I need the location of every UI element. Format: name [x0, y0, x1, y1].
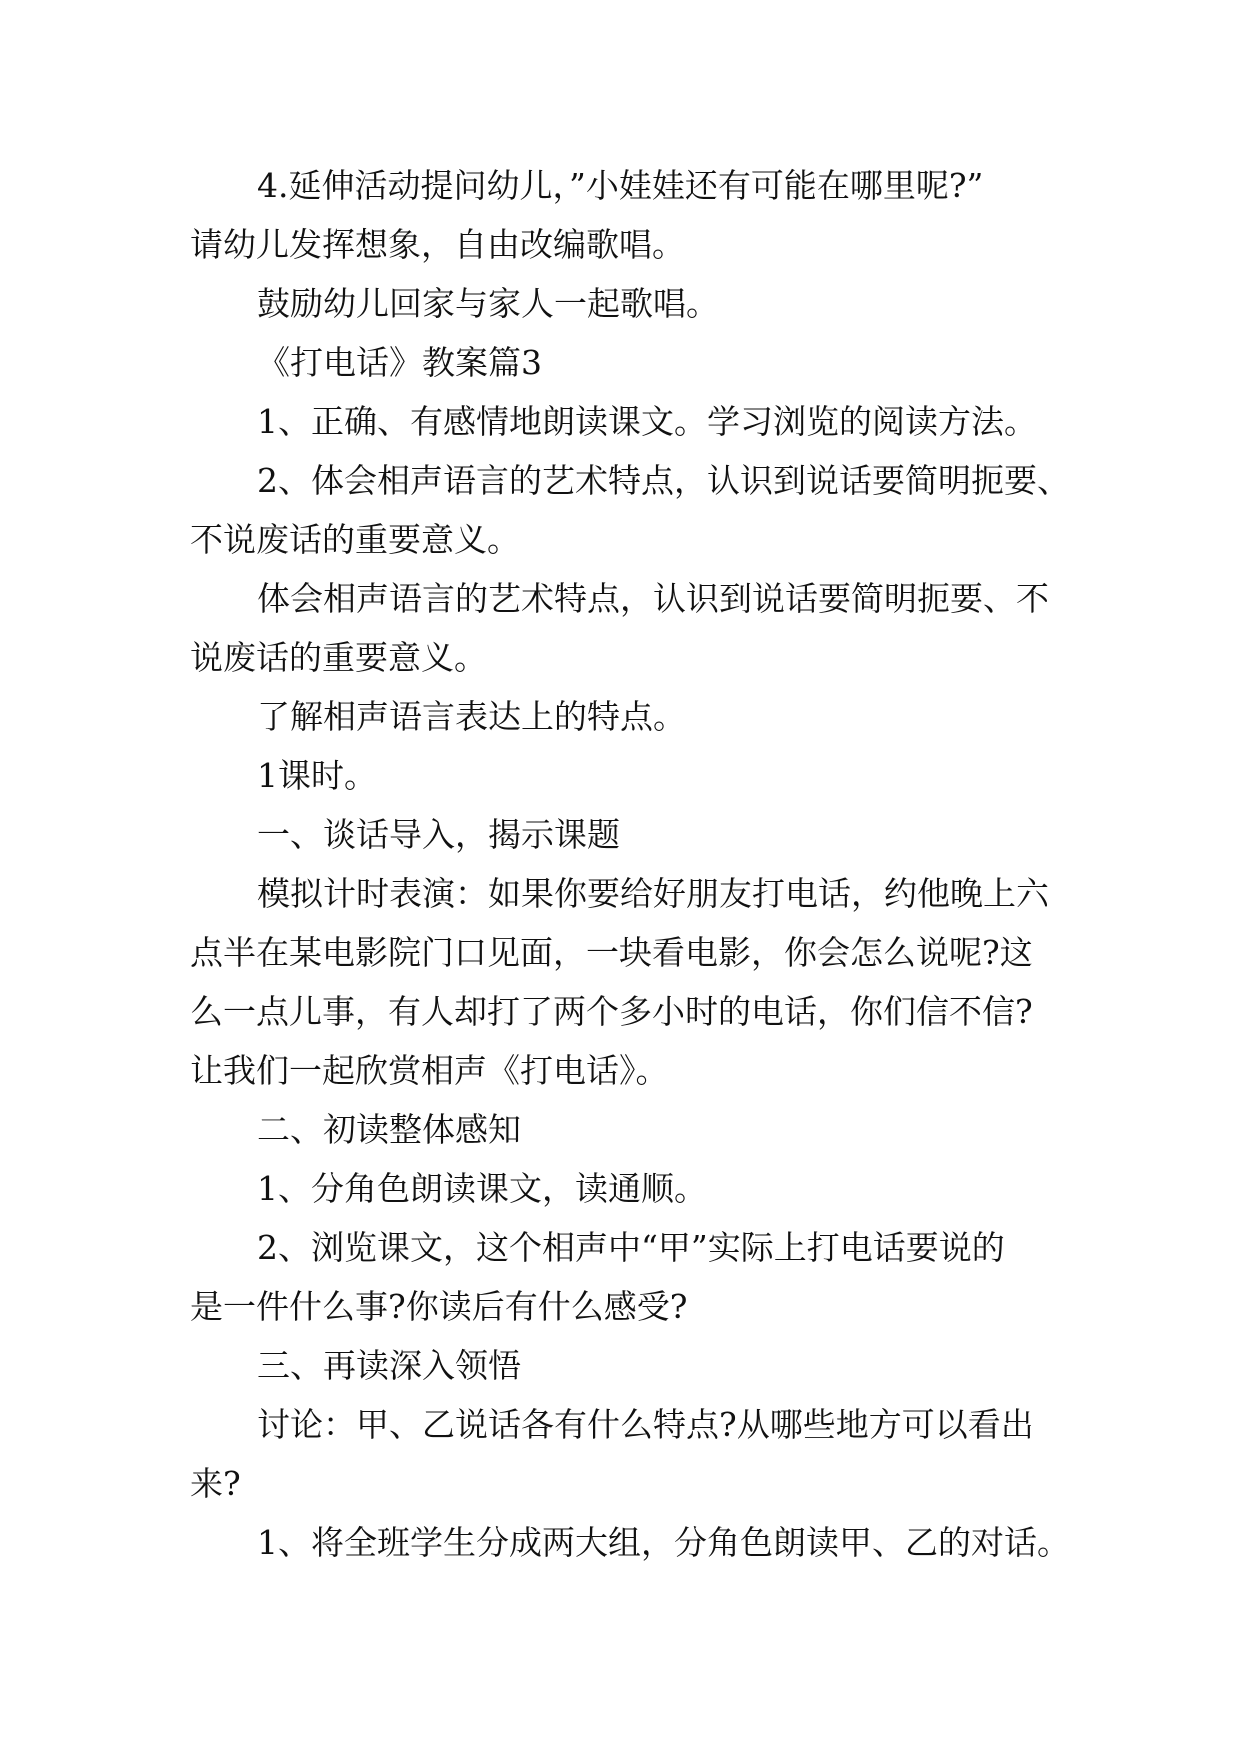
paragraph-line: 1、分角色朗读课文，读通顺。 — [257, 1169, 707, 1208]
section-heading: 一、谈话导入，揭示课题 — [257, 815, 620, 854]
paragraph-line: 是一件什么事?你读后有什么感受? — [190, 1287, 688, 1326]
paragraph-line: 讨论：甲、乙说话各有什么特点?从哪些地方可以看出 — [257, 1405, 1034, 1444]
paragraph-line: 么一点儿事，有人却打了两个多小时的电话，你们信不信? — [190, 992, 1033, 1031]
section-heading: 二、初读整体感知 — [257, 1110, 521, 1149]
paragraph-line: 体会相声语言的艺术特点，认识到说话要简明扼要、不 — [257, 579, 1049, 618]
paragraph-line: 1课时。 — [257, 756, 377, 795]
paragraph-line: 让我们一起欣赏相声《打电话》。 — [190, 1051, 669, 1090]
paragraph-line: 1、将全班学生分成两大组，分角色朗读甲、乙的对话。 — [257, 1523, 1070, 1562]
paragraph-line: 不说废话的重要意义。 — [190, 520, 520, 559]
section-heading: 《打电话》教案篇3 — [257, 343, 542, 382]
paragraph-line: 2、浏览课文，这个相声中“甲”实际上打电话要说的 — [257, 1228, 1005, 1267]
paragraph-line: 说废话的重要意义。 — [190, 638, 487, 677]
paragraph-line: 4.延伸活动提问幼儿，”小娃娃还有可能在哪里呢?” — [257, 166, 984, 205]
paragraph-line: 请幼儿发挥想象，自由改编歌唱。 — [190, 225, 685, 264]
paragraph-line: 鼓励幼儿回家与家人一起歌唱。 — [257, 284, 719, 323]
paragraph-line: 了解相声语言表达上的特点。 — [257, 697, 686, 736]
paragraph-line: 来? — [190, 1464, 241, 1503]
paragraph-line: 点半在某电影院门口见面，一块看电影，你会怎么说呢?这 — [190, 933, 1033, 972]
paragraph-line: 2、体会相声语言的艺术特点，认识到说话要简明扼要、 — [257, 461, 1070, 500]
paragraph-line: 1、正确、有感情地朗读课文。学习浏览的阅读方法。 — [257, 402, 1037, 441]
paragraph-line: 模拟计时表演：如果你要给好朋友打电话，约他晚上六 — [257, 874, 1049, 913]
section-heading: 三、再读深入领悟 — [257, 1346, 521, 1385]
